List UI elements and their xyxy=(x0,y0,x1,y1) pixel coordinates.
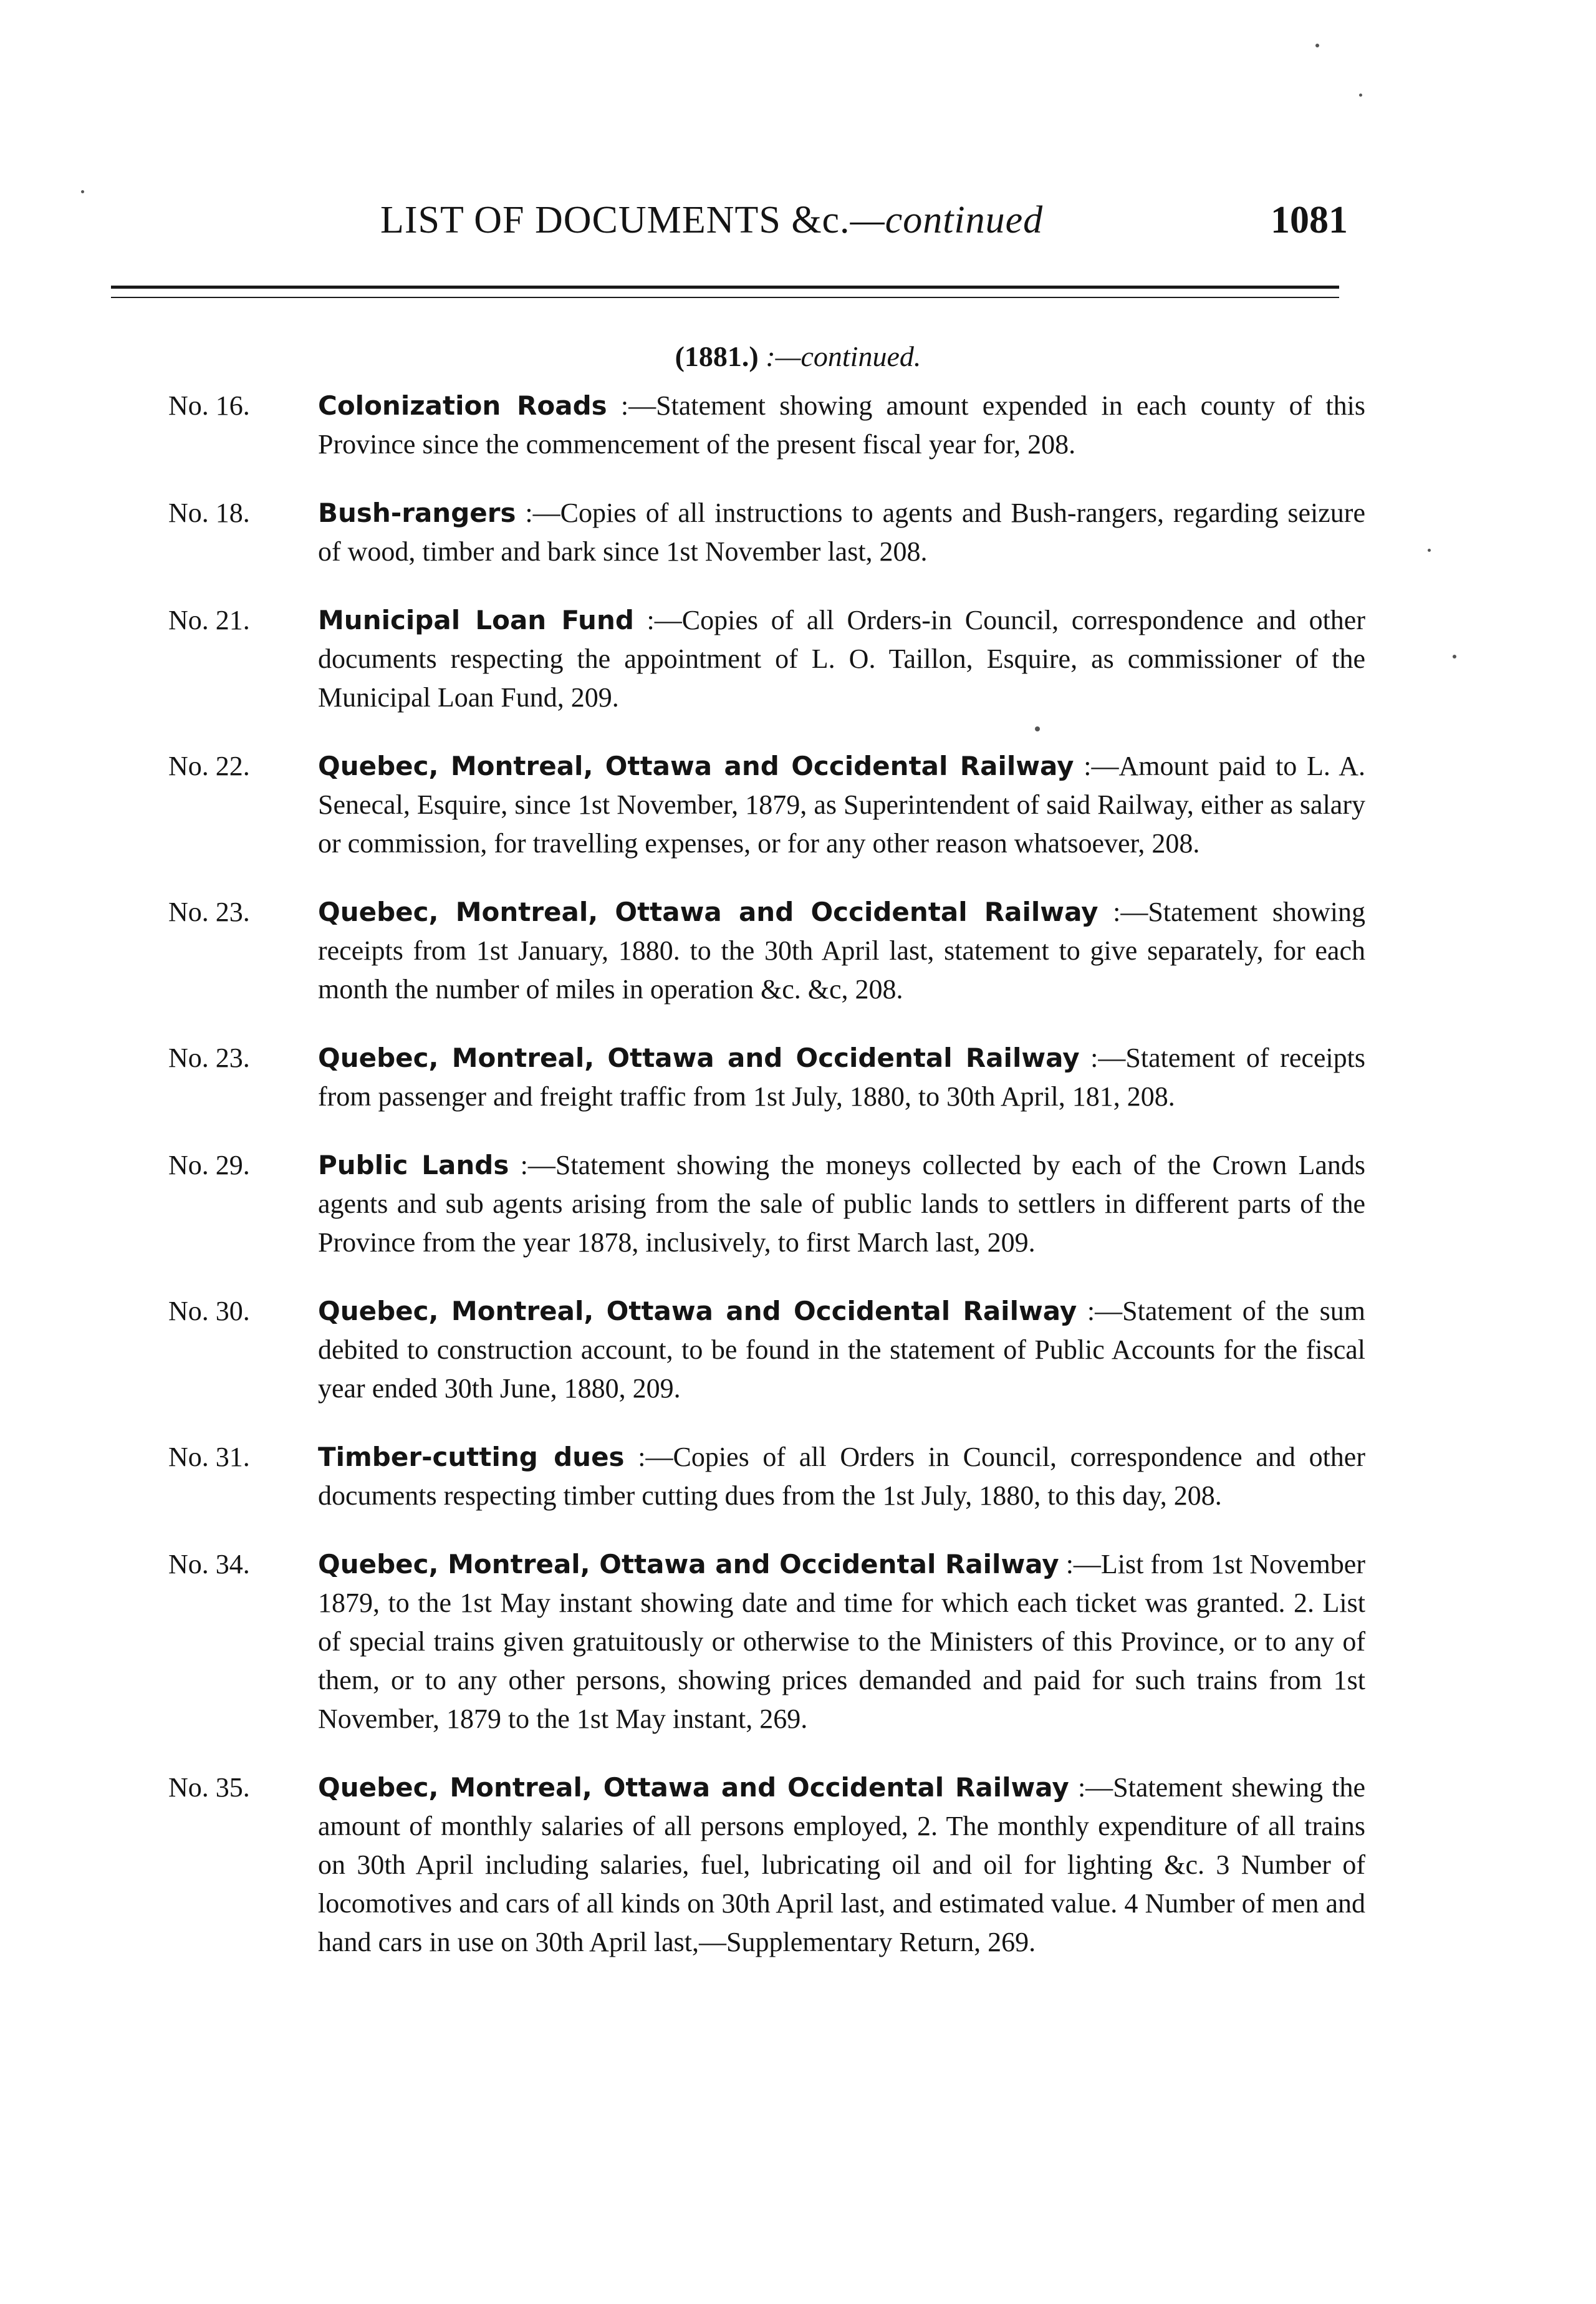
entry-number: No. 30. xyxy=(168,1296,250,1326)
running-title-continued: —continued xyxy=(850,199,1044,241)
entry-separator: :— xyxy=(624,1442,673,1472)
list-item xyxy=(168,747,1365,863)
entry-subject: Quebec, Montreal, Ottawa and Occidental Railway xyxy=(318,1549,1059,1579)
entry-text: Statement of the sum debited to construction account, to be found in the statement of Public Accounts for the fiscal year ended 30th June, 1880, 209. xyxy=(318,1296,1365,1404)
entry-subject: Quebec, Montreal, Ottawa and Occidental Railway xyxy=(318,1043,1080,1073)
entry-text: Statement showing receipts from 1st January, 1880. to the 30th April last, statement to give separately, for each month the number of miles in operation &c. &c, 208. xyxy=(318,897,1365,1005)
entry-subject: Colonization Roads xyxy=(318,390,607,421)
entry-number: No. 29. xyxy=(168,1150,250,1180)
entry-text: Amount paid to L. A. Senecal, Esquire, since 1st November, 1879, as Superintendent of said Railway, either as salary or commission, for travelling expenses, or for any other reason whatsoever, 208. xyxy=(318,751,1365,859)
entry-separator: :— xyxy=(633,605,682,635)
entry-number: No. 31. xyxy=(168,1442,250,1472)
entry-separator: :— xyxy=(516,498,560,528)
list-item xyxy=(168,387,1365,464)
page-number: 1081 xyxy=(1271,199,1348,241)
list-item xyxy=(168,1292,1365,1408)
entry-text: Copies of all Orders in Council, correspondence and other documents respecting timber cutting dues from the 1st July, 1880, to this day, 208. xyxy=(318,1442,1365,1511)
entry-number: No. 21. xyxy=(168,605,250,635)
list-item xyxy=(168,494,1365,571)
entry-separator: :— xyxy=(1069,1772,1113,1803)
header-rule-thin xyxy=(111,297,1339,298)
entry-separator: :— xyxy=(509,1150,555,1180)
entry-text: Statement showing the moneys collected by each of the Crown Lands agents and sub agents arising from the sale of public lands to settlers in different parts of the Province from the year 1878, inclusively, to first March last, 209. xyxy=(318,1150,1365,1258)
entry-subject: Quebec, Montreal, Ottawa and Occidental Railway xyxy=(318,1772,1069,1803)
entry-separator: :— xyxy=(1059,1549,1101,1579)
entry-subject: Public Lands xyxy=(318,1150,509,1180)
section-heading xyxy=(0,340,1596,373)
scan-speck xyxy=(81,190,84,193)
document-list xyxy=(168,387,1365,1992)
section-year: (1881.) xyxy=(675,340,759,372)
header-rule-thick xyxy=(111,286,1339,289)
scan-speck xyxy=(1359,94,1362,97)
entry-number: No. 18. xyxy=(168,498,250,528)
entry-separator: :— xyxy=(1079,1043,1126,1073)
entry-subject: Quebec, Montreal, Ottawa and Occidental Railway xyxy=(318,1296,1077,1326)
entry-subject: Bush-rangers xyxy=(318,498,516,528)
entry-text: Statement of receipts from passenger and freight traffic from 1st July, 1880, to 30th April, 181, 208. xyxy=(318,1043,1365,1112)
entry-number: No. 23. xyxy=(168,1043,250,1073)
entry-number: No. 35. xyxy=(168,1772,250,1803)
entry-text: List from 1st November 1879, to the 1st May instant showing date and time for which each ticket was granted. 2. List of special trains given gratuitously or otherwise to the Ministers of this Province, or to any of them, or to any other persons, showing prices demanded and paid for such trains from 1st November, 1879 to the 1st May instant, 269. xyxy=(318,1549,1365,1734)
scan-speck xyxy=(1315,44,1319,47)
entry-subject: Municipal Loan Fund xyxy=(318,605,634,635)
list-item xyxy=(168,1768,1365,1962)
scan-speck xyxy=(1428,549,1431,552)
scan-speck xyxy=(1035,726,1040,731)
running-title-text: LIST OF DOCUMENTS &c. xyxy=(380,199,850,241)
entry-separator: :— xyxy=(1098,897,1148,927)
entry-subject: Timber-cutting dues xyxy=(318,1442,625,1472)
entry-text: Statement showing amount expended in each county of this Province since the commencement of the present fiscal year for, 208. xyxy=(318,390,1366,460)
entry-number: No. 16. xyxy=(168,390,250,421)
entry-separator: :— xyxy=(1074,751,1119,781)
list-item xyxy=(168,893,1365,1009)
entry-separator: :— xyxy=(1077,1296,1123,1326)
entry-subject: Quebec, Montreal, Ottawa and Occidental Railway xyxy=(318,897,1098,927)
entry-separator: :— xyxy=(607,390,656,421)
running-title xyxy=(380,198,1043,243)
list-item xyxy=(168,1039,1365,1116)
list-item xyxy=(168,1545,1365,1738)
list-item xyxy=(168,601,1365,717)
entry-subject: Quebec, Montreal, Ottawa and Occidental Railway xyxy=(318,751,1074,781)
list-item xyxy=(168,1438,1365,1515)
page-header xyxy=(380,198,1353,248)
entry-text: Copies of all Orders-in Council, correspondence and other documents respecting the appointment of L. O. Taillon, Esquire, as commissioner of the Municipal Loan Fund, 209. xyxy=(318,605,1365,713)
entry-number: No. 22. xyxy=(168,751,250,781)
entry-text: Statement shewing the amount of monthly salaries of all persons employed, 2. The monthly expenditure of all trains on 30th April including salaries, fuel, lubricating oil and oil for lighting &c. 3 Number of locomotives and cars of all kinds on 30th April last, and estimated value. 4 Number of men and hand cars in use on 30th April last,—Supplementary Return, 269. xyxy=(318,1772,1365,1957)
list-item xyxy=(168,1146,1365,1262)
entry-text: Copies of all instructions to agents and Bush-rangers, regarding seizure of wood, timber and bark since 1st November last, 208. xyxy=(318,498,1365,567)
scan-speck xyxy=(1453,655,1456,658)
section-continued: :—continued. xyxy=(758,340,921,372)
entry-number: No. 23. xyxy=(168,897,250,927)
entry-number: No. 34. xyxy=(168,1549,250,1579)
